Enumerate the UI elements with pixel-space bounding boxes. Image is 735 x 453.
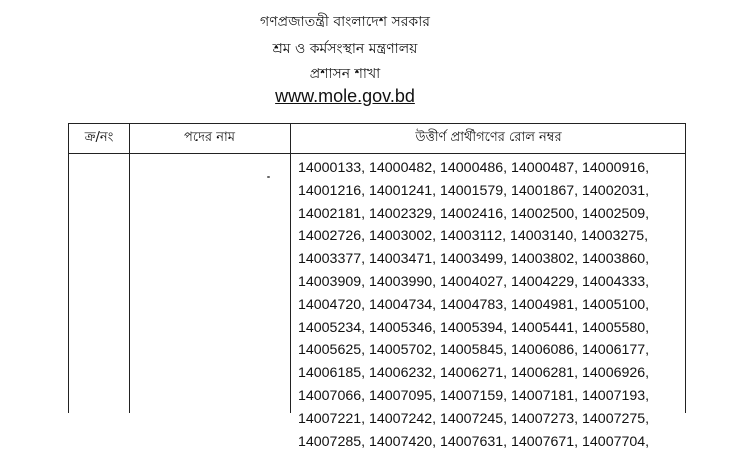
roll-line: 14003377, 14003471, 14003499, 14003802, 14003860, [298, 251, 650, 268]
results-table [68, 123, 686, 450]
section-title: প্রশাসন শাখা [309, 66, 381, 82]
roll-line: 14001216, 14001241, 14001579, 14001867, 14002031, [298, 182, 650, 199]
roll-line: 14007221, 14007242, 14007245, 14007273, 14007275, [298, 410, 650, 427]
roll-line: 14004720, 14004734, 14004783, 14004981, 14005100, [298, 296, 650, 313]
roll-line: 14005625, 14005702, 14005845, 14006086, 14006177, [298, 342, 650, 359]
scan-speck [267, 176, 270, 178]
column-header-post-name: পদের নাম [184, 130, 235, 145]
column-header-serial: ক্র/নং [84, 130, 114, 145]
roll-line: 14007066, 14007095, 14007159, 14007181, 14007193, [298, 387, 650, 404]
government-title: গণপ্রজাতন্ত্রী বাংলাদেশ সরকার [260, 14, 430, 30]
column-divider [129, 124, 130, 413]
roll-line: 14007285, 14007420, 14007631, 14007671, 14007704, [298, 433, 650, 450]
column-divider [290, 124, 291, 413]
header-divider [69, 153, 685, 154]
roll-line: 14006185, 14006232, 14006271, 14006281, 14006926, [298, 365, 650, 382]
ministry-title: শ্রম ও কর্মসংস্থান মন্ত্রণালয় [272, 41, 418, 57]
roll-line: 14002181, 14002329, 14002416, 14002500, 14002509, [298, 205, 650, 222]
roll-line: 14003909, 14003990, 14004027, 14004229, 14004333, [298, 273, 650, 290]
roll-numbers-cell [298, 157, 683, 453]
roll-line: 14000133, 14000482, 14000486, 14000487, 14000916, [298, 160, 650, 176]
roll-line: 14005234, 14005346, 14005394, 14005441, 14005580, [298, 319, 650, 336]
column-header-roll-numbers: উত্তীর্ণ প্রার্থীগণের রোল নম্বর [415, 130, 562, 145]
website-link[interactable]: www.mole.gov.bd [275, 86, 415, 106]
roll-line: 14002726, 14003002, 14003112, 14003140, 14003275, [298, 228, 649, 245]
